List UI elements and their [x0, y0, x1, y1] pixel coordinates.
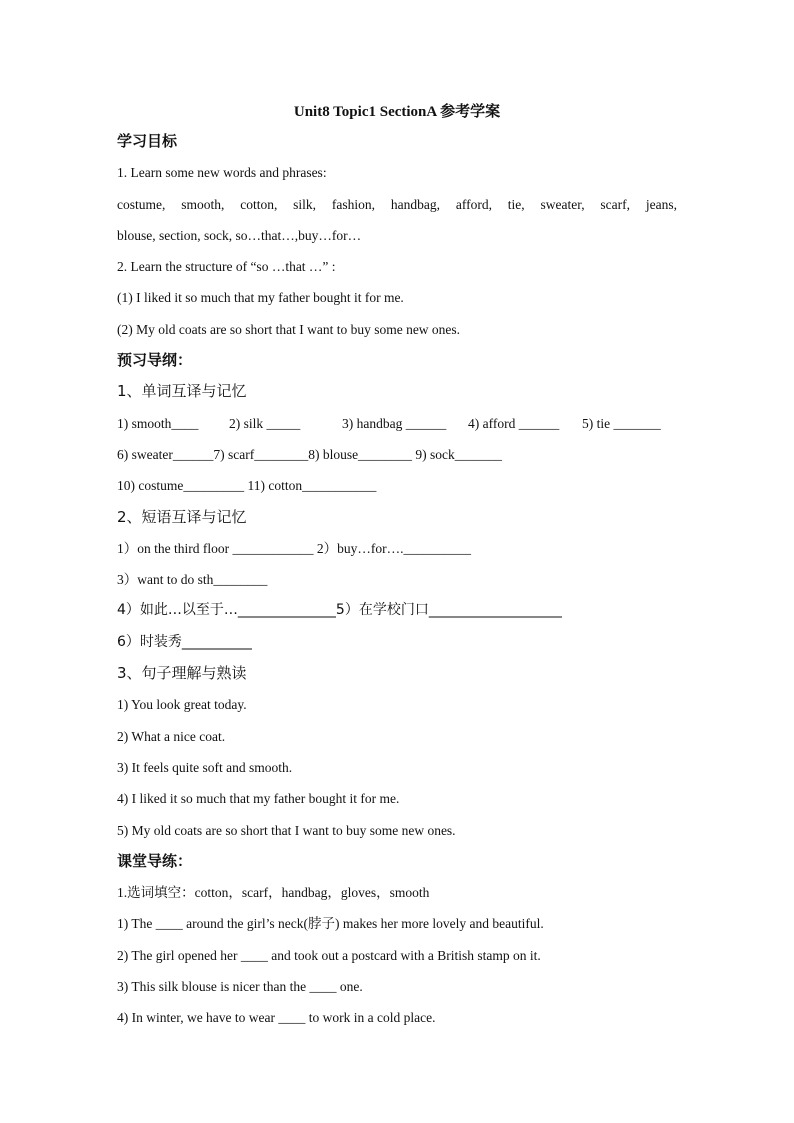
sentence-item: 5) My old coats are so short that I want to buy some new ones. [117, 822, 456, 838]
sentence-item: 3) It feels quite soft and smooth. [117, 759, 293, 775]
example-sentence-2: (2) My old coats are so short that I want to buy some new ones. [117, 321, 461, 337]
word-exercise-row-3: 10) costume_________ 11) cotton___________ [117, 478, 377, 494]
sentence-reading-heading: 3、句子理解与熟读 [117, 664, 247, 683]
sentence-item: 2) What a nice coat. [117, 728, 226, 744]
document-body [117, 126, 677, 1034]
phrase-exercise-row-3: 4）如此…以至于…______________5）在学校门口___________________ [117, 602, 562, 619]
objective-item-2: 2. Learn the structure of “so …that …” : [117, 259, 336, 275]
word-exercise-item: 5) tie _______ [582, 415, 661, 431]
practice-item: 2) The girl opened her ____ and took out a postcard with a British stamp on it. [117, 947, 541, 963]
objective-item-1: 1. Learn some new words and phrases: [117, 165, 327, 181]
sentence-item: 4) I liked it so much that my father bought it for me. [117, 791, 400, 807]
phrase-translation-heading: 2、短语互译与记忆 [117, 507, 247, 526]
word-exercise-item: 2) silk _____ [229, 415, 301, 431]
example-sentence-1: (1) I liked it so much that my father bought it for me. [117, 290, 404, 306]
preview-heading: 预习导纲： [117, 351, 193, 370]
phrase-exercise-row-1: 1）on the third floor ____________ 2）buy…for….__________ [117, 540, 471, 556]
word-list-line-1: costume, smooth, cotton, silk, fashion, handbag, afford, tie, sweater, scarf, jeans, [117, 196, 677, 212]
phrase-exercise-row-2: 3）want to do sth________ [117, 572, 268, 588]
word-translation-heading: 1、单词互译与记忆 [117, 382, 247, 401]
document-title: Unit8 Topic1 SectionA 参考学案 [293, 104, 501, 120]
practice-instruction: 1.选词填空：cotton，scarf，handbag，gloves，smooth [117, 885, 430, 901]
word-exercise-item: 4) afford ______ [468, 415, 560, 431]
sentence-item: 1) You look great today. [117, 697, 247, 713]
phrase-exercise-row-4: 6）时装秀__________ [117, 633, 252, 650]
word-exercise-item: 3) handbag ______ [342, 415, 447, 431]
practice-item: 4) In winter, we have to wear ____ to work in a cold place. [117, 1010, 436, 1026]
word-exercise-item: 1) smooth____ [117, 415, 199, 431]
objectives-heading: 学习目标 [117, 132, 178, 150]
word-exercise-row-1 [117, 408, 677, 439]
practice-heading: 课堂导练： [117, 851, 193, 870]
practice-item: 1) The ____ around the girl’s neck(脖子) makes her more lovely and beautiful. [117, 916, 544, 932]
word-list-line-2: blouse, section, sock, so…that…,buy…for… [117, 227, 362, 243]
word-exercise-row-2: 6) sweater______7) scarf________8) blouse________ 9) sock_______ [117, 446, 503, 462]
practice-item: 3) This silk blouse is nicer than the ____ one. [117, 979, 363, 995]
